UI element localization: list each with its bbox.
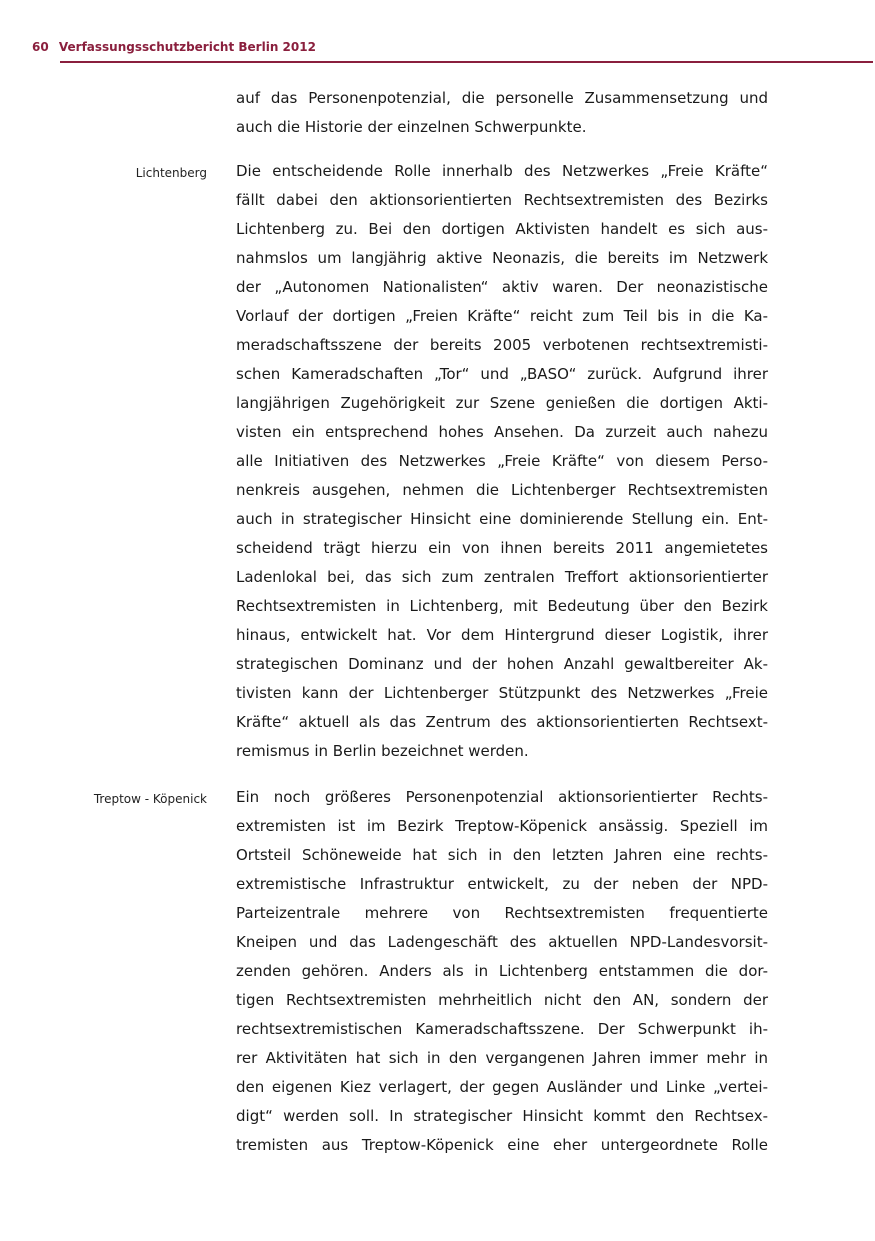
paragraph-line: nahmslos um langjährig aktive Neonazis, die bereits im Netzwerk — [236, 249, 768, 267]
paragraph-line: strategischen Dominanz und der hohen Anzahl gewaltbereiter Ak- — [236, 655, 768, 673]
running-header — [32, 40, 316, 58]
paragraph-line: extremisten ist im Bezirk Treptow-Köpenick ansässig. Speziell im — [236, 817, 768, 835]
paragraph-line: nenkreis ausgehen, nehmen die Lichtenberger Rechtsextremisten — [236, 481, 768, 499]
page-number: 60 — [32, 40, 49, 54]
paragraph-line: der „Autonomen Nationalisten“ aktiv waren. Der neonazistische — [236, 278, 768, 296]
paragraph-line: remismus in Berlin bezeichnet werden. — [236, 742, 529, 760]
paragraph-line: schen Kameradschaften „Tor“ und „BASO“ zurück. Aufgrund ihrer — [236, 365, 768, 383]
paragraph-line: rechtsextremistischen Kameradschaftsszene. Der Schwerpunkt ih- — [236, 1020, 768, 1038]
paragraph-line: Ladenlokal bei, das sich zum zentralen Treffort aktionsorientierter — [236, 568, 768, 586]
paragraph-line: digt“ werden soll. In strategischer Hinsicht kommt den Rechtsex- — [236, 1107, 768, 1125]
paragraph-line: rer Aktivitäten hat sich in den vergangenen Jahren immer mehr in — [236, 1049, 768, 1067]
paragraph-line: tigen Rechtsextremisten mehrheitlich nicht den AN, sondern der — [236, 991, 768, 1009]
header-rule — [60, 61, 873, 63]
paragraph-line: hinaus, entwickelt hat. Vor dem Hintergrund dieser Logistik, ihrer — [236, 626, 768, 644]
paragraph-lichtenberg — [236, 157, 768, 766]
document-title: Verfassungsschutzbericht Berlin 2012 — [58, 40, 316, 54]
paragraph-line: visten ein entsprechend hohes Ansehen. Da zurzeit auch nahezu — [236, 423, 768, 441]
paragraph-treptow-koepenick — [236, 783, 768, 1160]
paragraph-line: auch in strategischer Hinsicht eine dominierende Stellung ein. Ent- — [236, 510, 768, 528]
paragraph-line: Parteizentrale mehrere von Rechtsextremisten frequentierte — [236, 904, 768, 922]
paragraph-line: extremistische Infrastruktur entwickelt, zu der neben der NPD- — [236, 875, 768, 893]
paragraph-line: Lichtenberg zu. Bei den dortigen Aktivisten handelt es sich aus- — [236, 220, 768, 238]
paragraph-line: tremisten aus Treptow-Köpenick eine eher untergeordnete Rolle — [236, 1136, 768, 1154]
paragraph-line: Rechtsextremisten in Lichtenberg, mit Bedeutung über den Bezirk — [236, 597, 768, 615]
margin-note-treptow-koepenick: Treptow - Köpenick — [93, 792, 207, 806]
paragraph-line: Ein noch größeres Personenpotenzial aktionsorientierter Rechts- — [236, 788, 768, 806]
paragraph-line: Die entscheidende Rolle innerhalb des Netzwerkes „Freie Kräfte“ — [236, 162, 768, 180]
paragraph-line: Vorlauf der dortigen „Freien Kräfte“ reicht zum Teil bis in die Ka- — [236, 307, 768, 325]
paragraph-line: langjährigen Zugehörigkeit zur Szene genießen die dortigen Akti- — [236, 394, 768, 412]
paragraph-line: tivisten kann der Lichtenberger Stützpunkt des Netzwerkes „Freie — [236, 684, 768, 702]
paragraph-line: den eigenen Kiez verlagert, der gegen Ausländer und Linke „vertei- — [236, 1078, 768, 1096]
paragraph-line: zenden gehören. Anders als in Lichtenberg entstammen die dor- — [236, 962, 768, 980]
paragraph-line: auch die Historie der einzelnen Schwerpunkte. — [236, 118, 587, 136]
paragraph-line: alle Initiativen des Netzwerkes „Freie Kräfte“ von diesem Perso- — [236, 452, 768, 470]
paragraph-continuation — [236, 84, 768, 142]
paragraph-line: Kneipen und das Ladengeschäft des aktuellen NPD-Landesvorsit- — [236, 933, 768, 951]
paragraph-line: scheidend trägt hierzu ein von ihnen bereits 2011 angemietetes — [236, 539, 768, 557]
paragraph-line: Ortsteil Schöneweide hat sich in den letzten Jahren eine rechts- — [236, 846, 768, 864]
paragraph-line: auf das Personenpotenzial, die personelle Zusammensetzung und — [236, 89, 768, 107]
paragraph-line: Kräfte“ aktuell als das Zentrum des aktionsorientierten Rechtsext- — [236, 713, 768, 731]
paragraph-line: fällt dabei den aktionsorientierten Rechtsextremisten des Bezirks — [236, 191, 768, 209]
margin-note-lichtenberg: Lichtenberg — [135, 166, 207, 180]
paragraph-line: meradschaftsszene der bereits 2005 verbotenen rechtsextremisti- — [236, 336, 768, 354]
